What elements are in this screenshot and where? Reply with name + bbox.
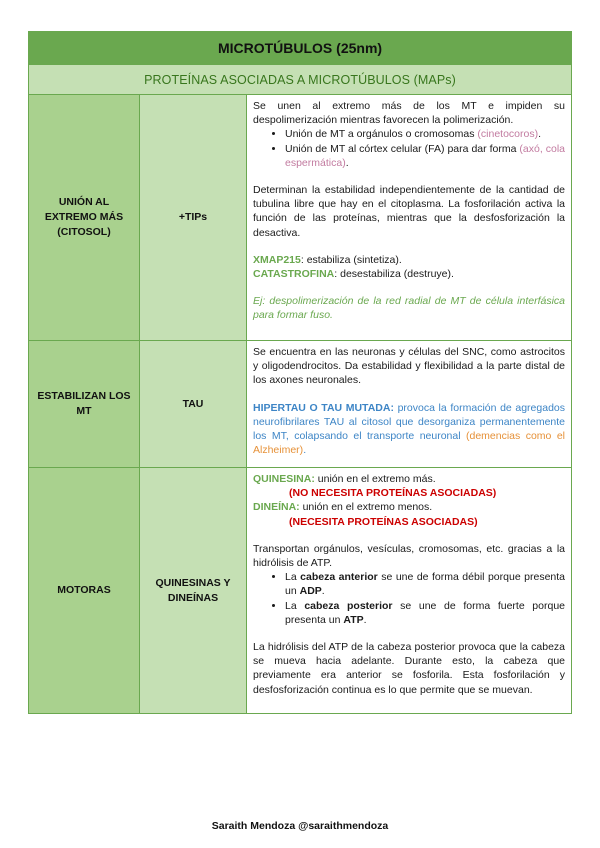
bold-text: cabeza posterior [304, 599, 393, 612]
list-item-end: . [345, 156, 349, 169]
dineina-line [253, 500, 565, 514]
example-text: Ej: despolimerización de la red radial de MT de célula interfásica para formar fuso. [253, 295, 566, 322]
quinesina-line [253, 472, 565, 486]
xmap-text: : estabiliza (sintetiza). [300, 253, 402, 266]
hypertau-text: provoca la formación de agregados neurofibrilares TAU al citosol que desorganiza permanentemente los MT, colapsando el transporte neuronal [253, 401, 566, 443]
list-item [285, 142, 565, 170]
hypertau-paragraph [253, 401, 565, 458]
protein-cell: QUINESINAS Y DINEÍNAS [140, 468, 247, 714]
bold-text: cabeza anterior [300, 571, 378, 584]
list-item [285, 570, 565, 598]
hypertau-label: HIPERTAU O TAU MUTADA: [253, 401, 394, 414]
bullet-list [253, 570, 565, 627]
list-item [285, 599, 565, 627]
dineina-text: unión en el extremo menos. [299, 501, 433, 514]
paragraph: Determinan la estabilidad independientemente de la cantidad de tubulina libre que hay en el citoplasma. La fosforilación activa la función de las proteínas, mientras que la desfosforización la desactiva. [253, 184, 566, 239]
description-cell [247, 341, 572, 468]
paragraph: Se encuentra en las neuronas y células del SNC, como astrocitos y oligodendrocitos. Da estabilidad y flexibilidad a la parte distal de los axones neuronales. [253, 346, 566, 387]
category-cell: UNIÓN AL EXTREMO MÁS (CITOSOL) [29, 95, 140, 341]
highlight-text: (demencias como el Alzheimer) [253, 430, 565, 457]
catastrofina-line [253, 267, 565, 281]
quinesina-label: QUINESINA: [253, 473, 315, 485]
category-cell: MOTORAS [29, 468, 140, 714]
bullet-list [253, 127, 565, 170]
list-item-text: Unión de MT al córtex celular (FA) para dar forma [285, 142, 520, 155]
list-item-end: . [538, 128, 542, 141]
list-item-text: La [285, 571, 301, 584]
quinesina-note: (NO NECESITA PROTEÍNAS ASOCIADAS) [289, 487, 497, 500]
bold-text: ADP [299, 585, 322, 598]
list-item-text: La [285, 599, 305, 612]
protein-cell: +TIPs [140, 95, 247, 341]
category-cell: ESTABILIZAN LOS MT [29, 341, 140, 468]
xmap-line [253, 253, 565, 267]
xmap-label: XMAP215 [253, 253, 301, 266]
page-title: MICROTÚBULOS (25nm) [29, 32, 572, 65]
list-item-text: se une de forma débil porque presenta un [285, 571, 566, 598]
list-item-text: se une de forma fuerte porque presenta un [285, 599, 565, 626]
paragraph: Transportan orgánulos, vesículas, cromosomas, etc. gracias a la hidrólisis de ATP. [253, 542, 566, 570]
table-subtitle: PROTEÍNAS ASOCIADAS A MICROTÚBULOS (MAPs) [29, 65, 572, 95]
list-item-text: Unión de MT a orgánulos o cromosomas [285, 128, 478, 141]
table-row [29, 95, 572, 341]
catastrofina-text: : desestabiliza (destruye). [334, 268, 454, 281]
catastrofina-label: CATASTROFINA [253, 268, 335, 281]
quinesina-text: unión en el extremo más. [314, 473, 436, 485]
table-row [29, 468, 572, 714]
description-cell [247, 468, 572, 714]
maps-table [28, 31, 572, 714]
highlight-text: (axó, cola espermática) [285, 142, 566, 169]
table-row [29, 341, 572, 468]
dineina-label: DINEÍNA: [253, 501, 300, 514]
list-item-end: . [321, 585, 325, 598]
paragraph: La hidrólisis del ATP de la cabeza posterior provoca que la cabeza se mueva hacia adelante. Durante esto, la cabeza que previamente era anterior se fosforila. Esta fosforilación y desfosforización continua es lo que permite que se muevan. [253, 641, 566, 696]
dineina-note: (NECESITA PROTEÍNAS ASOCIADAS) [289, 515, 478, 528]
highlight-text: (cinetocoros) [477, 128, 539, 141]
description-cell [247, 95, 572, 341]
protein-cell: TAU [140, 341, 247, 468]
list-item-end: . [363, 613, 367, 626]
footer-credit: Saraith Mendoza @saraithmendoza [211, 820, 389, 832]
list-item [285, 127, 565, 141]
paragraph: Se unen al extremo más de los MT e impiden su despolimerización mientras favorecen la polimerización. [253, 100, 566, 127]
bold-text: ATP [343, 613, 364, 626]
hypertau-end: . [303, 444, 307, 457]
